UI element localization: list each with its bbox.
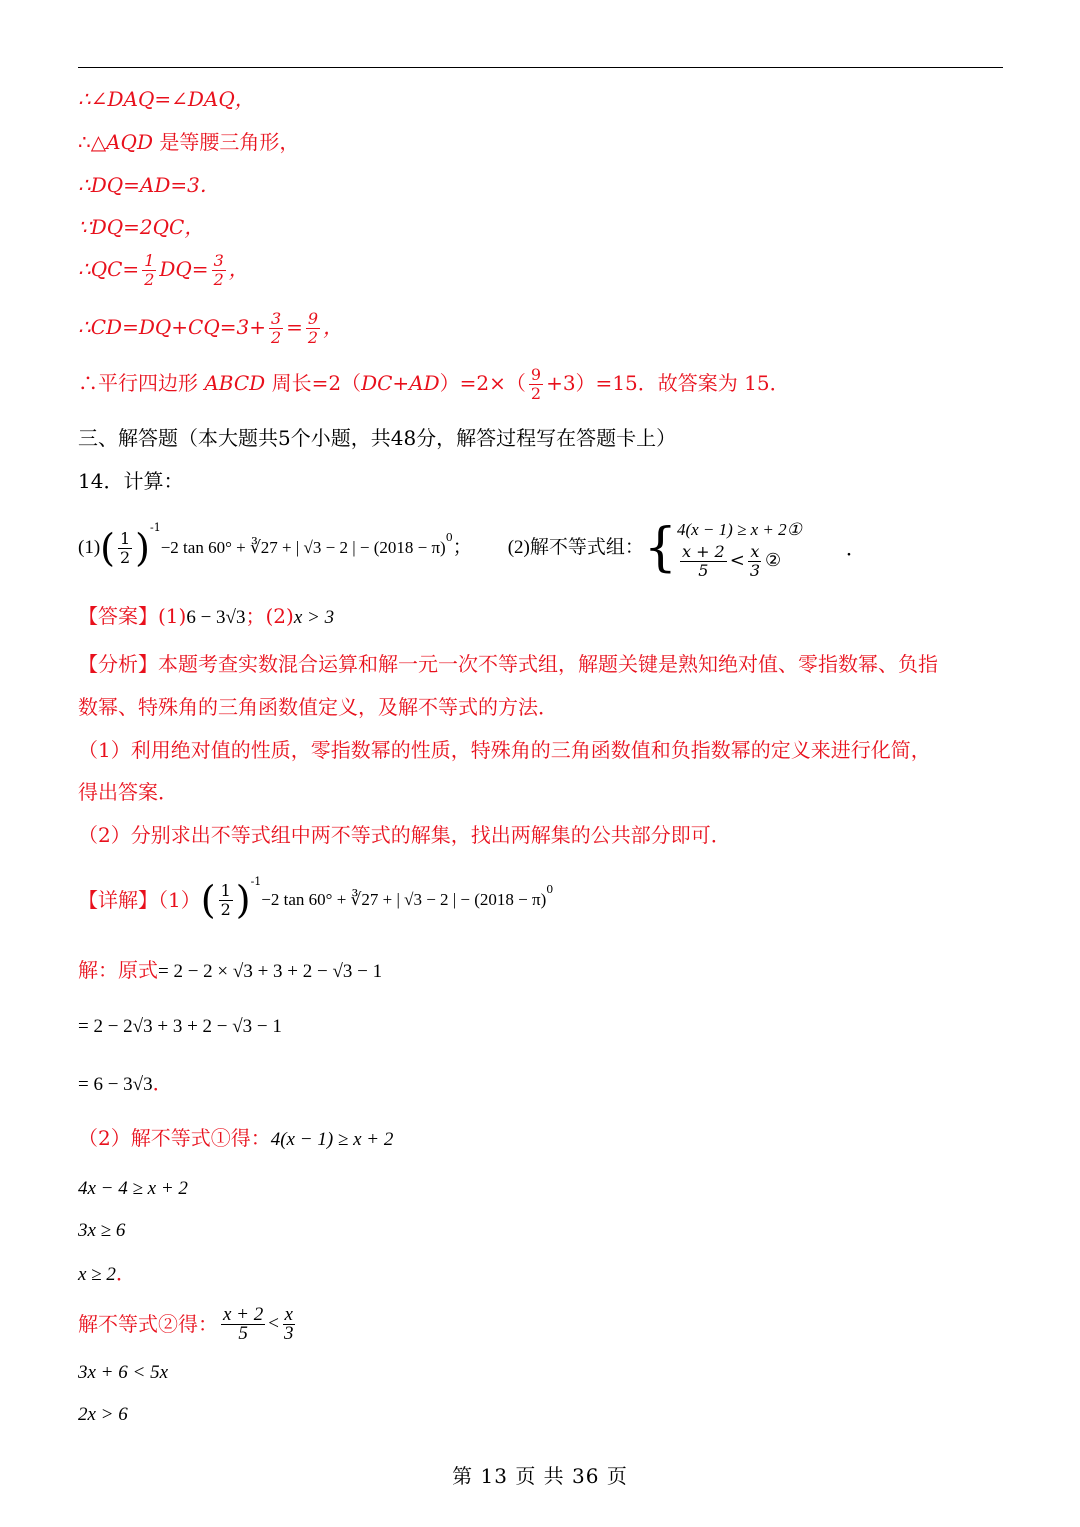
fraction: $\frac{x}{3}$ (283, 1303, 294, 1344)
part2-step-5: 2x > 6 (78, 1404, 128, 1425)
fraction: $\frac{3}{2}$ (270, 309, 282, 347)
part2-step-3: x ≥ 2． (78, 1261, 136, 1285)
proof-line-5: ∴QC= $\frac{1}{2}$ DQ= $\frac{3}{2}$ ， (78, 251, 249, 289)
part2-inequality-2: 解不等式②得： $\frac{x + 2}{5}$ < $\frac{x}{3}$ (78, 1303, 294, 1344)
analysis-line-5: （2）分别求出不等式组中两不等式的解集，找出两解集的公共部分即可． (78, 823, 731, 847)
header-rule (78, 67, 1003, 68)
section-heading: 三、解答题（本大题共5个小题，共48分，解答过程写在答题卡上） (78, 426, 677, 450)
analysis-line-4: 得出答案． (78, 780, 178, 804)
solution-step-3: = 6 − 3√3． (78, 1071, 173, 1095)
proof-line-1: ∴∠DAQ=∠DAQ， (78, 87, 255, 111)
question-title: 14．计算： (78, 469, 184, 493)
fraction: $\frac{9}{2}$ (307, 309, 319, 347)
analysis-line-1: 【分析】本题考查实数混合运算和解一元一次不等式组，解题关键是熟知绝对值、零指数幂、负指 (78, 652, 938, 676)
solution-step-2: = 2 − 2√3 + 3 + 2 − √3 − 1 (78, 1016, 282, 1037)
detail-header: 【详解】（1） ( $\frac{1}{2}$ ) $^{-1}$ −2 tan 60° + ∛27 + | √3 − 2 | − (2018 − π) $^0$ (78, 875, 554, 922)
fraction: $\frac{x}{3}$ (749, 541, 761, 580)
fraction: $\frac{x + 2}{5}$ (223, 1303, 264, 1344)
fraction: $\frac{1}{2}$ (220, 880, 231, 919)
inequality-system: 4(x − 1) ≥ x + 2① $\frac{x + 2}{5}$ < $\frac{x}{3}$ ② (676, 519, 802, 580)
analysis-line-3: （1）利用绝对值的性质，零指数幂的性质，特殊角的三角函数值和负指数幂的定义来进行化简， (78, 738, 931, 762)
solution-step-1: 解：原式= 2 − 2 × √3 + 3 + 2 − √3 − 1 (78, 958, 383, 982)
proof-line-6: ∴CD=DQ+CQ=3+ $\frac{3}{2}$ = $\frac{9}{2}$ ， (78, 309, 344, 347)
problem-statement: (1) ( $\frac{1}{2}$ ) $^{-1}$ −2 tan 60° + ∛27 + | √3 − 2 | − (2018 − π) $^0$ ； (2)解不等式组： { 4(x − 1) ≥ x + 2① $\frac{x + 2}{5}$ < $\frac{x}{3}$ ② ． (78, 518, 866, 580)
proof-line-3: ∴DQ=AD=3． (78, 173, 220, 197)
part2-step-0: （2）解不等式①得：4(x − 1) ≥ x + 2 (78, 1126, 394, 1150)
fraction: $\frac{1}{2}$ (119, 528, 131, 567)
part2-step-1: 4x − 4 ≥ x + 2 (78, 1178, 188, 1199)
fraction: $\frac{3}{2}$ (213, 251, 224, 289)
fraction: $\frac{x + 2}{5}$ (681, 541, 725, 580)
fraction: $\frac{9}{2}$ (530, 365, 542, 403)
part2-step-4: 3x + 6 < 5x (78, 1362, 169, 1383)
proof-line-7: ∴平行四边形 ABCD 周长=2（DC+AD）=2×（ $\frac{9}{2}$ +3）=15．故答案为 15． (78, 365, 790, 403)
proof-line-4: ∵DQ=2QC， (78, 215, 205, 239)
answer-line: 【答案】(1)6 − 3√3；(2)x > 3 (78, 604, 335, 628)
analysis-line-2: 数幂、特殊角的三角函数值定义，及解不等式的方法． (78, 695, 558, 719)
proof-line-2: ∴△AQD 是等腰三角形， (78, 130, 300, 154)
part2-step-2: 3x ≥ 6 (78, 1220, 126, 1241)
page-footer: 第 13 页 共 36 页 (452, 1464, 628, 1488)
fraction: $\frac{1}{2}$ (144, 251, 155, 289)
